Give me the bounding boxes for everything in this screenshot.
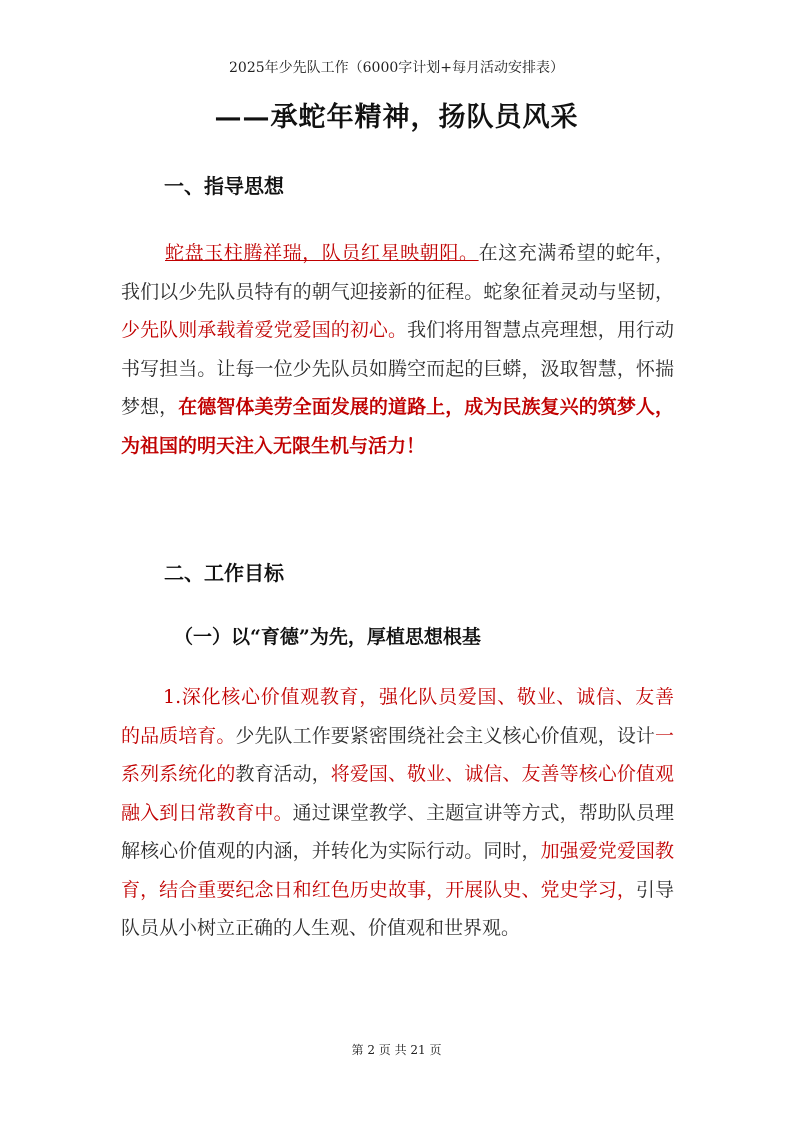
highlight-phrase: 将爱国、敬业、诚信、友善等核心价值观融入到日常教育中。	[121, 763, 674, 824]
body-text: 教育活动，	[235, 763, 331, 785]
highlight-phrase: 1.深化核心价值观教育，强化队员爱国、敬业、诚信、友善的品质培育。	[121, 686, 674, 747]
page-number: 第 2 页 共 21 页	[351, 1043, 442, 1057]
page-title: ——承蛇年精神，扬队员风采	[214, 102, 579, 133]
body-text: 通过课堂教学、主题宣讲等方式，帮助队员理解核心价值观的内涵，并转化为实际行动。同时，	[121, 801, 674, 862]
paragraph-moral-education	[121, 678, 674, 948]
document-header: 2025年少先队工作（6000字计划+每月活动安排表）	[229, 60, 564, 76]
subsection-heading-moral: （一）以“育德”为先，厚植思想根基	[174, 626, 481, 648]
paragraph-guiding-thought	[121, 234, 674, 465]
highlight-phrase: 在德智体美劳全面发展的道路上，成为民族复兴的筑梦人，为祖国的明天注入无限生机与活力！	[121, 396, 674, 457]
highlight-phrase: 一系列系统化的	[121, 724, 674, 785]
highlight-phrase: 蛇盘玉柱腾祥瑞，队员红星映朝阳。	[165, 242, 479, 264]
highlight-phrase: 加强爱党爱国教育，结合重要纪念日和红色历史故事，开展队史、党史学习，	[121, 840, 674, 901]
section-heading-guiding-thought: 一、指导思想	[164, 174, 284, 198]
body-text: 我们将用智慧点亮理想，用行动书写担当。让每一位少先队员如腾空而起的巨蟒，汲取智慧，怀揣梦想，	[121, 319, 674, 418]
section-heading-work-goals: 二、工作目标	[164, 561, 284, 585]
body-text: 少先队工作要紧密围绕社会主义核心价值观，设计	[235, 724, 655, 747]
highlight-phrase: 少先队则承载着爱党爱国的初心。	[121, 319, 408, 341]
body-text: 在这充满希望的蛇年，我们以少先队员特有的朝气迎接新的征程。蛇象征着灵动与坚韧，	[121, 242, 674, 303]
body-text: 引导队员从小树立正确的人生观、价值观和世界观。	[121, 878, 674, 939]
